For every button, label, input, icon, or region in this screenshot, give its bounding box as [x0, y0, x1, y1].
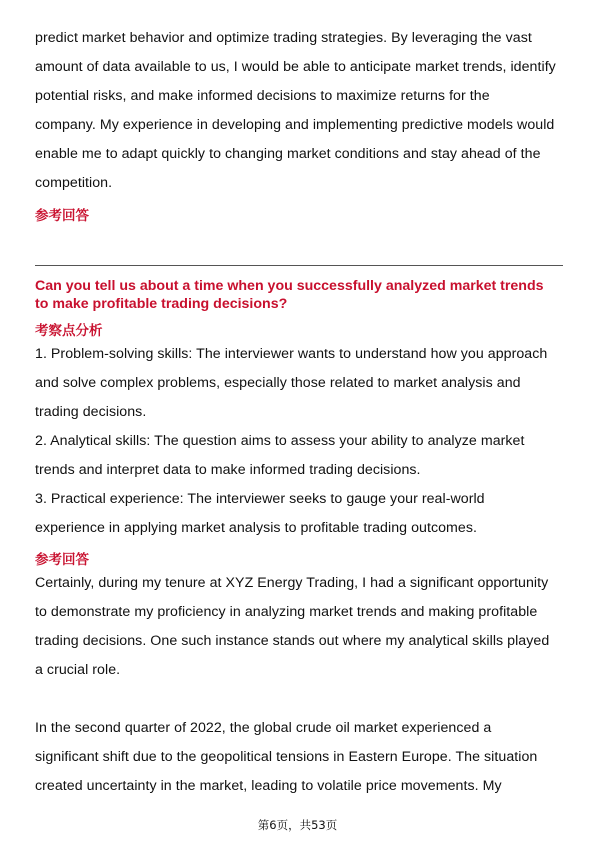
text-line: company. My experience in developing and implementing predictive models would [35, 117, 555, 133]
text-line: 3. Practical experience: The interviewer seeks to gauge your real-world [35, 491, 485, 507]
question-heading [35, 277, 563, 313]
answer-paragraph [35, 569, 563, 685]
text-line: significant shift due to the geopolitical tensions in Eastern Europe. The situation [35, 749, 538, 765]
text-line: 2. Analytical skills: The question aims to assess your ability to analyze market [35, 433, 525, 449]
text-line: trading decisions. [35, 404, 147, 420]
intro-paragraph [35, 24, 563, 198]
text-line: competition. [35, 175, 113, 191]
text-line: and solve complex problems, especially those related to market analysis and [35, 375, 521, 391]
text-line: 1. Problem-solving skills: The interviewer wants to understand how you approach [35, 346, 548, 362]
text-line: Certainly, during my tenure at XYZ Energy Trading, I had a significant opportunity [35, 575, 549, 591]
text-line: experience in applying market analysis to profitable trading outcomes. [35, 520, 477, 536]
question-line: to make profitable trading decisions? [35, 296, 288, 312]
page-footer: 第6页，共53页 [257, 818, 338, 832]
reference-answer-heading: 参考回答 [35, 208, 89, 224]
text-line: to demonstrate my proficiency in analyzing market trends and making profitable [35, 604, 538, 620]
page-content [35, 24, 563, 801]
text-line: a crucial role. [35, 662, 121, 678]
analysis-point [35, 427, 563, 485]
reference-answer-heading: 参考回答 [35, 552, 89, 568]
text-line: enable me to adapt quickly to changing market conditions and stay ahead of the [35, 146, 541, 162]
text-line: created uncertainty in the market, leading to volatile price movements. My [35, 778, 502, 794]
analysis-point [35, 340, 563, 427]
text-line: In the second quarter of 2022, the global crude oil market experienced a [35, 720, 492, 736]
text-line: trends and interpret data to make informed trading decisions. [35, 462, 421, 478]
text-line: potential risks, and make informed decisions to maximize returns for the [35, 88, 490, 104]
text-line: trading decisions. One such instance stands out where my analytical skills played [35, 633, 550, 649]
analysis-heading: 考察点分析 [35, 323, 103, 339]
answer-paragraph [35, 714, 563, 801]
text-line: predict market behavior and optimize trading strategies. By leveraging the vast [35, 30, 532, 46]
analysis-point [35, 485, 563, 543]
text-line: amount of data available to us, I would be able to anticipate market trends, identify [35, 59, 556, 75]
question-line: Can you tell us about a time when you successfully analyzed market trends [35, 278, 544, 294]
